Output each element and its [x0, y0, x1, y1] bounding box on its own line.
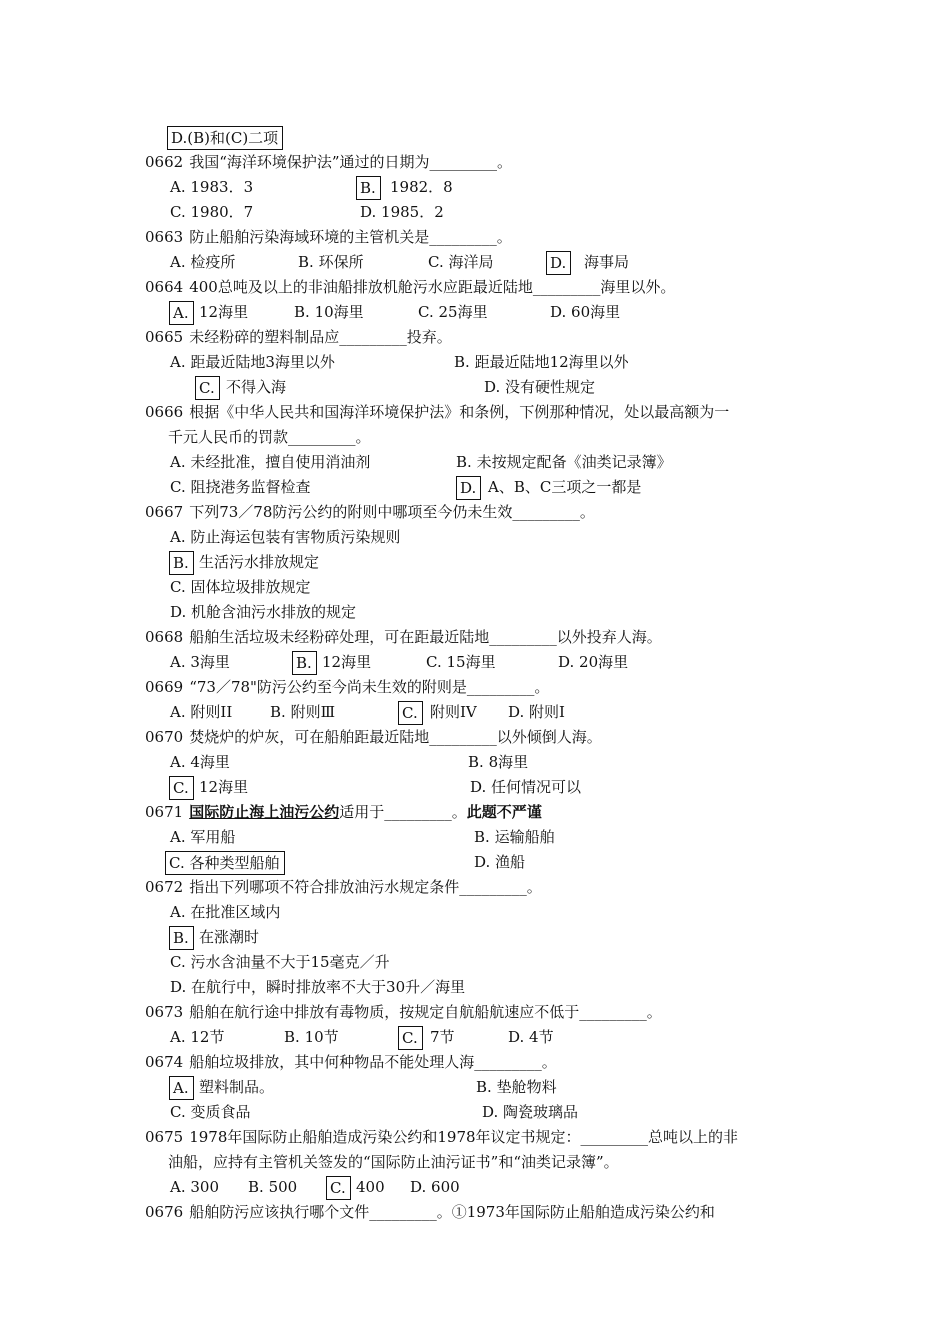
answer-option: D. 没有硬性规定: [484, 378, 596, 396]
answer-option: D. 附则Ⅰ: [508, 703, 565, 721]
option-line: A. 防止海运包装有害物质污染规则: [170, 528, 401, 546]
answer-option: A.: [169, 1076, 194, 1100]
question-number: 0662: [145, 153, 184, 171]
question-stem: [145, 1126, 738, 1148]
question-number: 0667: [145, 503, 184, 521]
question-text: 400总吨及以上的非油船排放机舱污水应距最近陆地_________海里以外。: [189, 278, 676, 296]
option-line: [170, 1101, 870, 1123]
answer-option: B. 环保所: [298, 253, 364, 271]
question-number: 0675: [145, 1128, 184, 1146]
option-line: [170, 926, 570, 948]
answer-option: B.: [169, 926, 194, 950]
answer-option: D. 渔船: [474, 853, 526, 871]
option-line: [170, 751, 870, 773]
option-line: [170, 251, 870, 273]
question-text: 适用于_________。: [339, 803, 467, 821]
question-number: 0673: [145, 1003, 184, 1021]
question-stem: [145, 326, 452, 348]
answer-option-text: 不得入海: [226, 378, 287, 396]
option-line: D. 在航行中，瞬时排放率不大于30升／海里: [170, 978, 466, 996]
answer-option: B. 未按规定配备《油类记录簿》: [456, 453, 672, 471]
question-number: 0669: [145, 678, 184, 696]
option-line: [170, 201, 870, 223]
answer-option: C.: [398, 701, 423, 725]
answer-option: B. 垫舱物料: [476, 1078, 557, 1096]
question-text-continued: 千元人民币的罚款_________。: [168, 428, 371, 446]
answer-option-text: 海事局: [584, 253, 630, 271]
question-number: 0676: [145, 1203, 184, 1221]
answer-option: A.: [169, 301, 194, 325]
question-stem: [145, 1201, 715, 1223]
answer-option-text: 塑料制品。: [199, 1078, 275, 1096]
answer-option-text: 在涨潮时: [199, 928, 260, 946]
answer-option: C. 1980．7: [170, 203, 254, 221]
question-text: 焚烧炉的炉灰，可在船舶距最近陆地_________以外倾倒人海。: [189, 728, 602, 746]
question-text: 1978年国际防止船舶造成污染公约和1978年议定书规定：_________总吨以上的非: [189, 1128, 739, 1146]
question-text: 船舶垃圾排放，其中何种物品不能处理人海_________。: [189, 1053, 557, 1071]
question-number: 0672: [145, 878, 184, 896]
answer-option: C. 25海里: [418, 303, 488, 321]
answer-option: B.: [292, 651, 317, 675]
option-line: [170, 1076, 870, 1098]
answer-option: C.: [195, 376, 220, 400]
answer-option: C. 海洋局: [428, 253, 494, 271]
question-text: 防止船舶污染海域环境的主管机关是_________。: [189, 228, 512, 246]
option-line: C. 固体垃圾排放规定: [170, 578, 311, 596]
question-stem: [145, 501, 595, 523]
question-text: 指出下列哪项不符合排放油污水规定条件_________。: [189, 878, 542, 896]
option-line: [170, 301, 870, 323]
answer-option: A. 军用船: [170, 828, 236, 846]
answer-option: A. 1983．3: [170, 178, 254, 196]
question-stem: [145, 1001, 662, 1023]
question-stem: [145, 876, 542, 898]
answer-option: B. 500: [248, 1178, 298, 1196]
answer-option-text: 12海里: [322, 653, 372, 671]
answer-option: B. 8海里: [468, 753, 529, 771]
answer-option: C.: [169, 776, 194, 800]
question-stem: [145, 801, 542, 823]
question-stem: [145, 726, 602, 748]
question-text: 船舶防污应该执行哪个文件_________。①1973年国际防止船舶造成污染公约和: [189, 1203, 715, 1221]
option-line: [170, 1176, 870, 1198]
question-text: 船舶生活垃圾未经粉碎处理，可在距最近陆地_________以外投弃人海。: [189, 628, 662, 646]
option-line: [170, 451, 870, 473]
convention-name: 国际防止海上油污公约: [189, 803, 340, 821]
option-line: [170, 826, 870, 848]
option-line: [170, 351, 870, 373]
answer-option-text: A、B、C三项之一都是: [488, 478, 642, 496]
answer-option-text: 12海里: [199, 303, 249, 321]
question-number: 0668: [145, 628, 184, 646]
answer-option: C. 变质食品: [170, 1103, 251, 1121]
option-line: C. 污水含油量不大于15毫克／升: [170, 953, 390, 971]
answer-option: D. 1985．2: [360, 203, 444, 221]
answer-option-text: 附则IV: [430, 703, 477, 721]
answer-option: C. 各种类型船舶: [165, 851, 285, 875]
option-line: [170, 1026, 870, 1048]
option-line: [170, 551, 570, 573]
answer-option: A. 距最近陆地3海里以外: [170, 353, 335, 371]
option-line: [170, 176, 870, 198]
option-line: [170, 376, 870, 398]
question-text-continued: 油船，应持有主管机关签发的“国际防止油污证书”和“油类记录簿”。: [168, 1153, 619, 1171]
question-text: 下列73／78防污公约的附则中哪项至今仍未生效_________。: [189, 503, 595, 521]
answer-option: D. 陶瓷玻璃品: [482, 1103, 579, 1121]
question-number: 0666: [145, 403, 184, 421]
question-number: 0671: [145, 803, 184, 821]
answer-option: A. 附则II: [170, 703, 233, 721]
question-stem: [145, 151, 512, 173]
option-line: [170, 776, 870, 798]
answer-option-text: 1982．8: [390, 178, 453, 196]
answer-option-text: 12海里: [199, 778, 249, 796]
option-line: D. 机舱含油污水排放的规定: [170, 603, 357, 621]
answer-option: C.: [326, 1176, 351, 1200]
option-line: [170, 651, 870, 673]
question-number: 0665: [145, 328, 184, 346]
option-line: A. 在批准区域内: [170, 903, 281, 921]
answer-option: D. 600: [410, 1178, 460, 1196]
question-number: 0670: [145, 728, 184, 746]
question-text: 船舶在航行途中排放有毒物质，按规定自航船航速应不低于_________。: [189, 1003, 662, 1021]
answer-option: A. 未经批准，擅自使用消油剂: [170, 453, 371, 471]
answer-option: D.: [546, 251, 571, 275]
answer-option: C. 阻挠港务监督检查: [170, 478, 311, 496]
question-stem: [145, 626, 662, 648]
answer-option: D. 任何情况可以: [470, 778, 582, 796]
question-text: 根据《中华人民共和国海洋环境保护法》和条例，下例那种情况，处以最高额为一: [189, 403, 730, 421]
answer-option: B.: [356, 176, 381, 200]
answer-option: B. 距最近陆地12海里以外: [454, 353, 629, 371]
question-text: 未经粉碎的塑料制品应_________投弃。: [189, 328, 452, 346]
question-stem: [145, 401, 729, 423]
answer-option: B. 附则Ⅲ: [270, 703, 336, 721]
question-text: 我国“海洋环境保护法”通过的日期为_________。: [189, 153, 513, 171]
answer-option: B. 10海里: [294, 303, 364, 321]
answer-option: A. 12节: [170, 1028, 225, 1046]
question-stem: [145, 226, 512, 248]
answer-option: D.: [456, 476, 481, 500]
question-stem: [145, 276, 675, 298]
option-line: [170, 851, 870, 873]
option-line: [170, 701, 870, 723]
answer-option: B. 10节: [284, 1028, 339, 1046]
question-number: 0664: [145, 278, 184, 296]
answer-option: A. 300: [170, 1178, 220, 1196]
question-stem: [145, 1051, 557, 1073]
answer-option: D. 20海里: [558, 653, 629, 671]
answer-option: A. 3海里: [170, 653, 230, 671]
answer-option-text: 7节: [430, 1028, 455, 1046]
answer-option: A. 检疫所: [170, 253, 236, 271]
answer-option: A. 4海里: [170, 753, 230, 771]
answer-option: D. 60海里: [550, 303, 621, 321]
answer-option: B.: [169, 551, 194, 575]
question-number: 0674: [145, 1053, 184, 1071]
answer-option-text: 生活污水排放规定: [199, 553, 320, 571]
answer-option: B. 运输船舶: [474, 828, 555, 846]
option-line: [170, 476, 870, 498]
question-number: 0663: [145, 228, 184, 246]
answer-option: C. 15海里: [426, 653, 496, 671]
answer-option-text: 400: [356, 1178, 385, 1196]
answer-option: D. 4节: [508, 1028, 554, 1046]
question-stem: [145, 676, 549, 698]
question-note: 此题不严谨: [466, 803, 542, 821]
answer-option: D.(B)和(C)二项: [167, 126, 283, 150]
question-text: “73／78"防污公约至今尚未生效的附则是_________。: [189, 678, 550, 696]
answer-option: C.: [398, 1026, 423, 1050]
